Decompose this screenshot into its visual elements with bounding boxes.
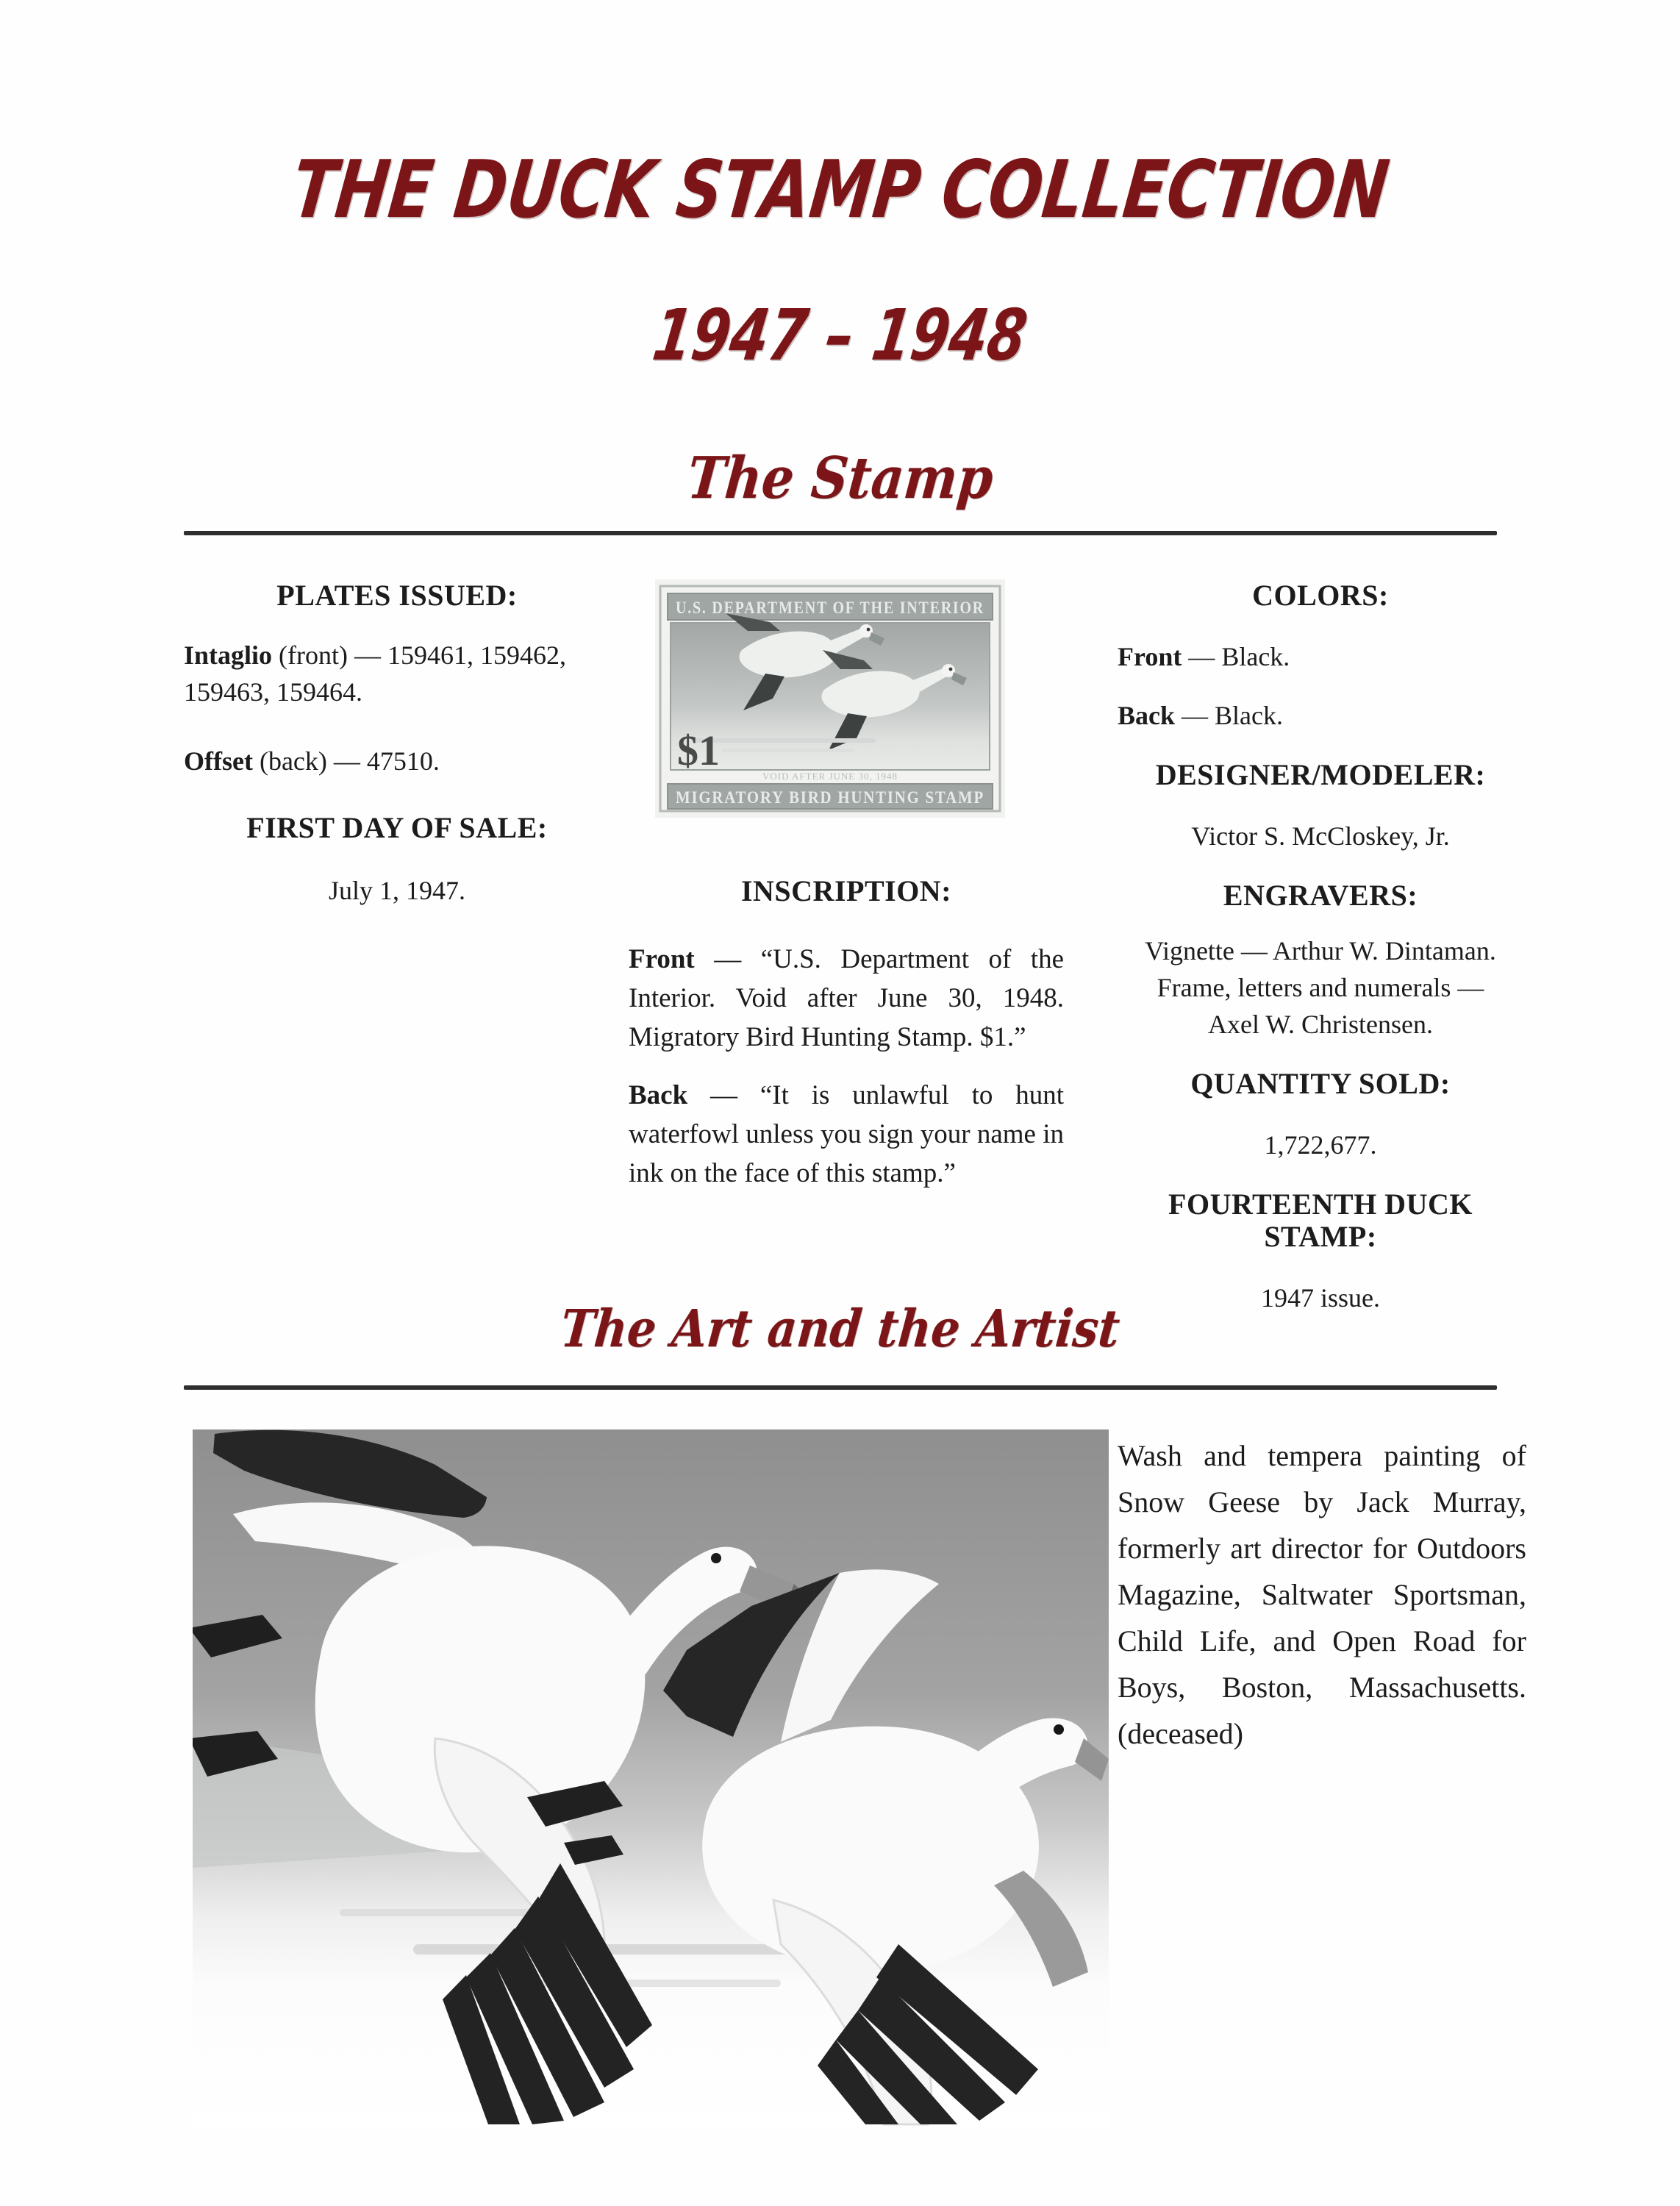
engravers-line-3: Axel W. Christensen. <box>1208 1010 1433 1039</box>
inscription-back-label: Back <box>629 1080 688 1110</box>
color-front-label: Front <box>1118 642 1182 671</box>
plates-heading: PLATES ISSUED: <box>276 579 518 612</box>
designer-name: Victor S. McCloskey, Jr. <box>1191 821 1450 851</box>
fourteenth-value: 1947 issue. <box>1261 1283 1380 1313</box>
inscription-front-label: Front <box>629 944 695 974</box>
offset-label: Offset <box>184 746 253 776</box>
offset-text: (back) — 47510. <box>252 746 440 776</box>
horizontal-rule-top <box>184 531 1497 535</box>
page-title-row <box>0 144 1680 236</box>
artist-description: Wash and tempera painting of Snow Geese by Jack Murray, formerly art director for Outdoors Magazine, Saltwater Sportsman, Child Life, and Open Road for Boys, Boston, Massachusetts. (deceased) <box>1118 1439 1526 1750</box>
inscription-front-text: — “U.S. Department of the Interior. Void after June 30, 1948. Migratory Bird Hunting Stamp. $1.” <box>629 944 1064 1052</box>
first-day-value: July 1, 1947. <box>328 876 465 905</box>
artwork-svg <box>193 1429 1109 2127</box>
engravers-heading: ENGRAVERS: <box>1223 879 1418 912</box>
horizontal-rule-bottom <box>184 1385 1497 1390</box>
color-front <box>1118 638 1523 675</box>
page-title: THE DUCK STAMP COLLECTION <box>287 144 1393 236</box>
years-subtitle: 1947 – 1948 <box>648 294 1032 376</box>
stamp-denomination: $1 <box>677 727 720 774</box>
inscription-heading: INSCRIPTION: <box>740 874 952 907</box>
engravers-line-1: Vignette — Arthur W. Dintaman. <box>1145 936 1496 965</box>
colors-heading: COLORS: <box>1252 579 1389 612</box>
details-column <box>1118 579 1523 1316</box>
snow-geese-artwork <box>193 1429 1109 2127</box>
stamp-void-text: VOID AFTER JUNE 30, 1948 <box>762 771 898 782</box>
intaglio-paragraph <box>184 637 610 710</box>
quantity-heading: QUANTITY SOLD: <box>1190 1067 1451 1100</box>
color-back-label: Back <box>1118 701 1176 730</box>
color-front-text: — Black. <box>1182 642 1290 671</box>
engravers-line-2: Frame, letters and numerals — <box>1157 973 1484 1002</box>
inscription-back <box>629 1076 1064 1193</box>
intaglio-label: Intaglio <box>184 640 273 670</box>
intaglio-text: (front) — 159461, 159462, 159463, 159464. <box>184 640 566 707</box>
offset-paragraph <box>184 743 610 779</box>
stamp-top-banner-text: U.S. DEPARTMENT OF THE INTERIOR <box>676 599 984 617</box>
stamp-svg <box>655 579 1005 818</box>
quantity-value: 1,722,677. <box>1264 1130 1377 1160</box>
art-section-heading: The Art and the Artist <box>557 1298 1123 1359</box>
years-row <box>0 294 1680 376</box>
stamp-section-heading-row <box>0 445 1680 512</box>
color-back-text: — Black. <box>1175 701 1283 730</box>
first-day-heading: FIRST DAY OF SALE: <box>246 811 548 844</box>
plates-column <box>184 579 610 909</box>
duck-stamp-image <box>655 579 1005 818</box>
inscription-front <box>629 940 1064 1057</box>
fourteenth-heading: FOURTEENTH DUCK STAMP: <box>1168 1188 1473 1253</box>
designer-heading: DESIGNER/MODELER: <box>1155 758 1486 791</box>
color-back <box>1118 697 1523 734</box>
stamp-section-heading: The Stamp <box>684 445 996 512</box>
stamp-bottom-banner-text: MIGRATORY BIRD HUNTING STAMP <box>676 788 984 807</box>
inscription-back-text: — “It is unlawful to hunt waterfowl unless you sign your name in ink on the face of this stamp.” <box>629 1080 1064 1188</box>
stamp-column <box>629 579 1064 1212</box>
